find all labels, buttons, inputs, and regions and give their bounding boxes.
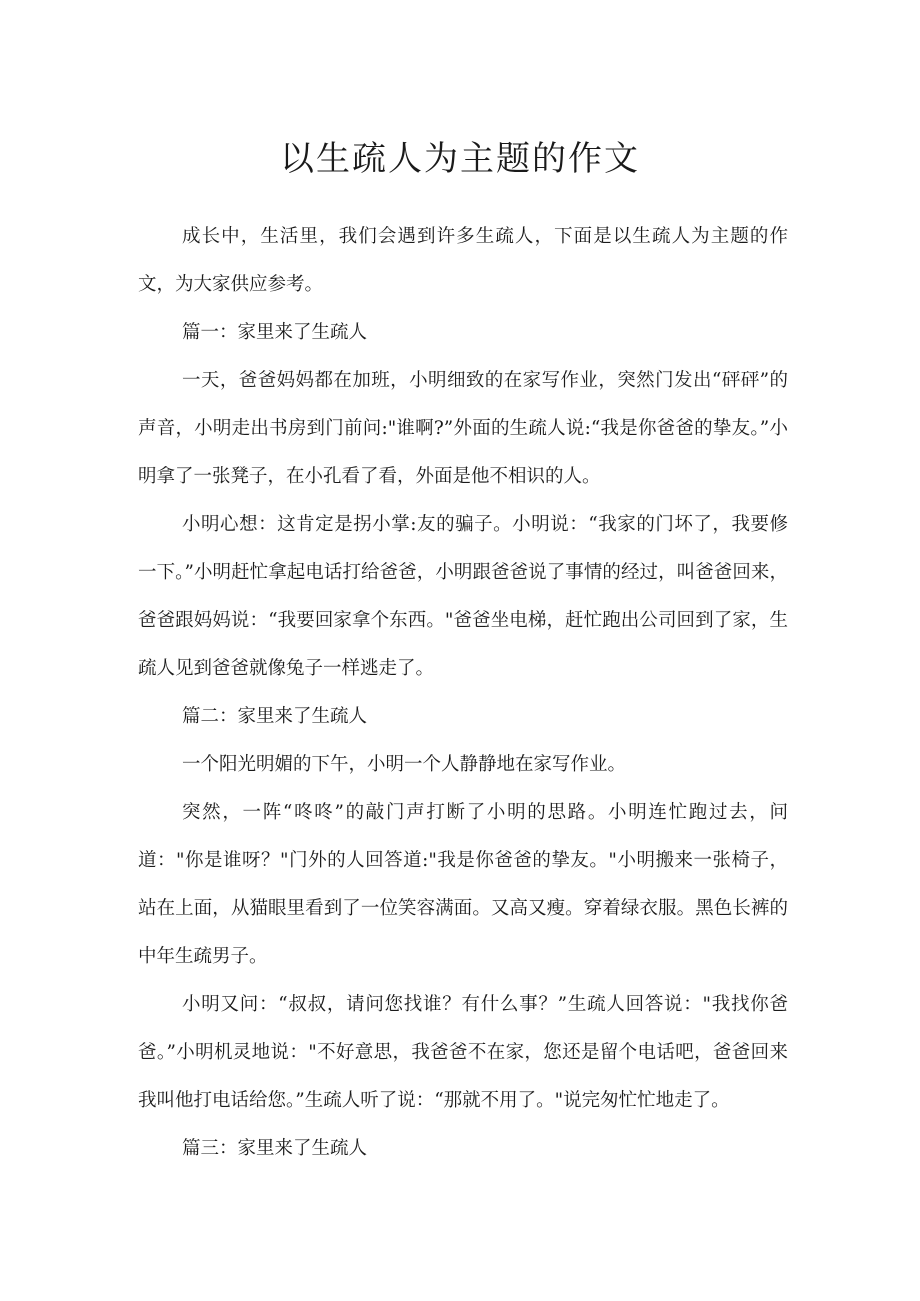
body-paragraph: 一天，爸爸妈妈都在加班，小明细致的在家写作业，突然门发出“砰砰”的声音，小明走出书房到门前问:"谁啊?”外面的生疏人说:“我是你爸爸的挚友。”小明拿了一张凳子，在小孔看了看，外面是他不相识的人。 [138, 370, 788, 487]
body-paragraph: 小明心想：这肯定是拐小掌:友的骗子。小明说：“我家的门坏了，我要修一下。”小明赶忙拿起电话打给爸爸，小明跟爸爸说了事情的经过，叫爸爸回来，爸爸跟妈妈说：“我要回家拿个东西。"爸爸坐电梯，赶忙跑出公司回到了家，生疏人见到爸爸就像兔子一样逃走了。 [138, 514, 788, 679]
section-heading-1: 篇一：家里来了生疏人 [182, 322, 368, 343]
body-paragraph: 小明又问：“叔叔，请问您找谁？有什么事？”生疏人回答说："我找你爸爸。”小明机灵地说："不好意思，我爸爸不在家，您还是留个电话吧，爸爸回来我叫他打电话给您。”生疏人听了说：“那就不用了。"说完匆忙忙地走了。 [138, 994, 788, 1111]
body-paragraph: 一个阳光明媚的下午，小明一个人静静地在家写作业。 [182, 754, 627, 775]
section-heading-3: 篇三：家里来了生疏人 [182, 1138, 368, 1159]
document-title: 以生疏人为主题的作文 [280, 139, 640, 179]
body-paragraph: 突然，一阵“咚咚”的敲门声打断了小明的思路。小明连忙跑过去，问道："你是谁呀？"门外的人回答道:"我是你爸爸的挚友。"小明搬来一张椅子，站在上面，从猫眼里看到了一位笑容满面。又高又瘦。穿着绿衣服。黑色长裤的中年生疏男子。 [138, 802, 788, 967]
intro-paragraph: 成长中，生活里，我们会遇到许多生疏人，下面是以生疏人为主题的作文，为大家供应参考。 [138, 226, 788, 295]
section-heading-2: 篇二：家里来了生疏人 [182, 706, 368, 727]
document-body [138, 213, 788, 1173]
